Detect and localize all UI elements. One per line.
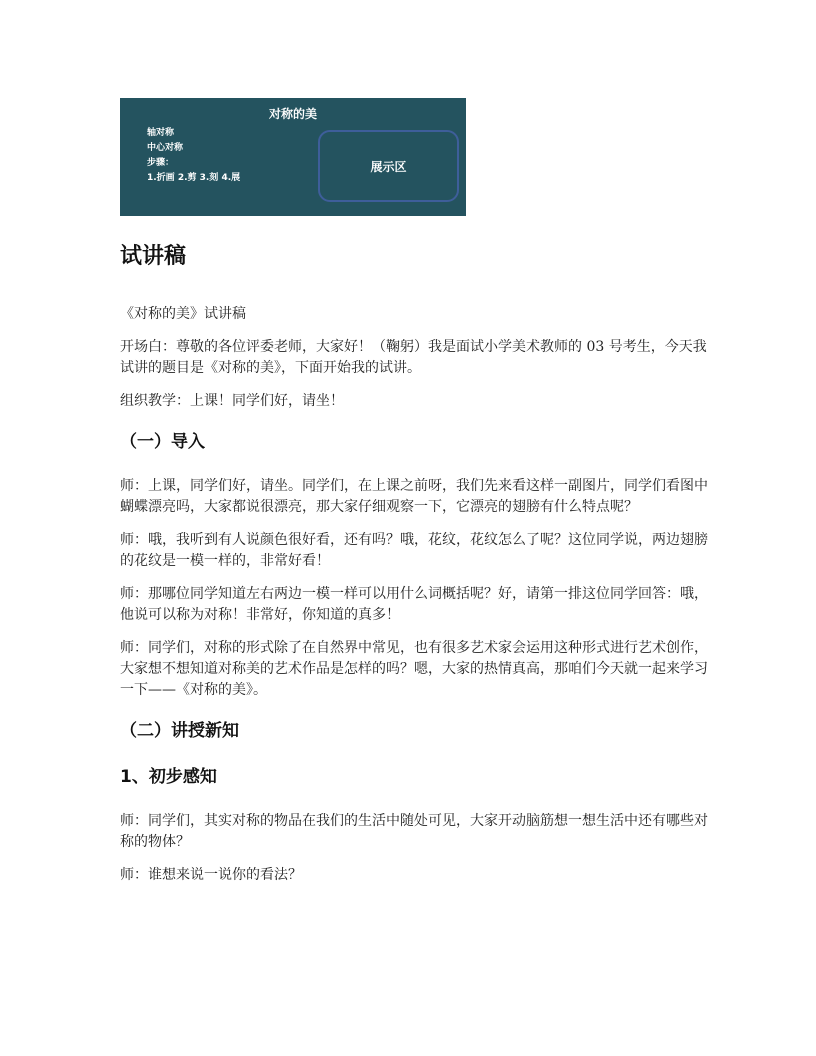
- board-title: 对称的美: [268, 107, 317, 121]
- paragraph: 组织教学：上课！同学们好，请坐！: [120, 393, 344, 409]
- paragraph: 师：谁想来说一说你的看法？: [120, 867, 302, 883]
- display-area: 展示区: [318, 130, 459, 202]
- paragraph: 开场白：尊敬的各位评委老师，大家好！（鞠躬）我是面试小学美术教师的 03 号考生，今天我试讲的题目是《对称的美》，下面开始我的试讲。: [120, 339, 707, 376]
- board-item: 1.折画 2.剪 3.刻 4.展: [147, 173, 241, 183]
- subsection-heading: 1、初步感知: [120, 767, 217, 787]
- section-heading: （二）讲授新知: [120, 721, 239, 741]
- document-title: 试讲稿: [120, 244, 187, 269]
- paragraph: 师：那哪位同学知道左右两边一模一样可以用什么词概括呢？好，请第一排这位同学回答：哦，他说可以称为对称！非常好，你知道的真多！: [120, 586, 708, 623]
- board-item: 中心对称: [147, 143, 184, 153]
- paragraph: 《对称的美》试讲稿: [120, 306, 246, 322]
- board-list: [147, 126, 240, 186]
- board-item: 轴对称: [147, 128, 175, 138]
- paragraph: 师：同学们，其实对称的物品在我们的生活中随处可见，大家开动脑筋想一想生活中还有哪些对称的物体？: [120, 813, 708, 850]
- blackboard-image: [120, 98, 466, 216]
- section-heading: （一）导入: [120, 432, 205, 452]
- paragraph: 师：上课，同学们好，请坐。同学们，在上课之前呀，我们先来看这样一副图片，同学们看图中蝴蝶漂亮吗，大家都说很漂亮，那大家仔细观察一下，它漂亮的翅膀有什么特点呢？: [120, 478, 708, 515]
- board-item: 步骤：: [147, 158, 175, 168]
- document-body: [120, 240, 710, 898]
- paragraph: 师：哦，我听到有人说颜色很好看，还有吗？哦，花纹，花纹怎么了呢？这位同学说，两边翅膀的花纹是一模一样的，非常好看！: [120, 532, 708, 569]
- paragraph: 师：同学们，对称的形式除了在自然界中常见，也有很多艺术家会运用这种形式进行艺术创作，大家想不想知道对称美的艺术作品是怎样的吗？嗯，大家的热情真高，那咱们今天就一起来学习一下——《对称的美》。: [120, 640, 708, 698]
